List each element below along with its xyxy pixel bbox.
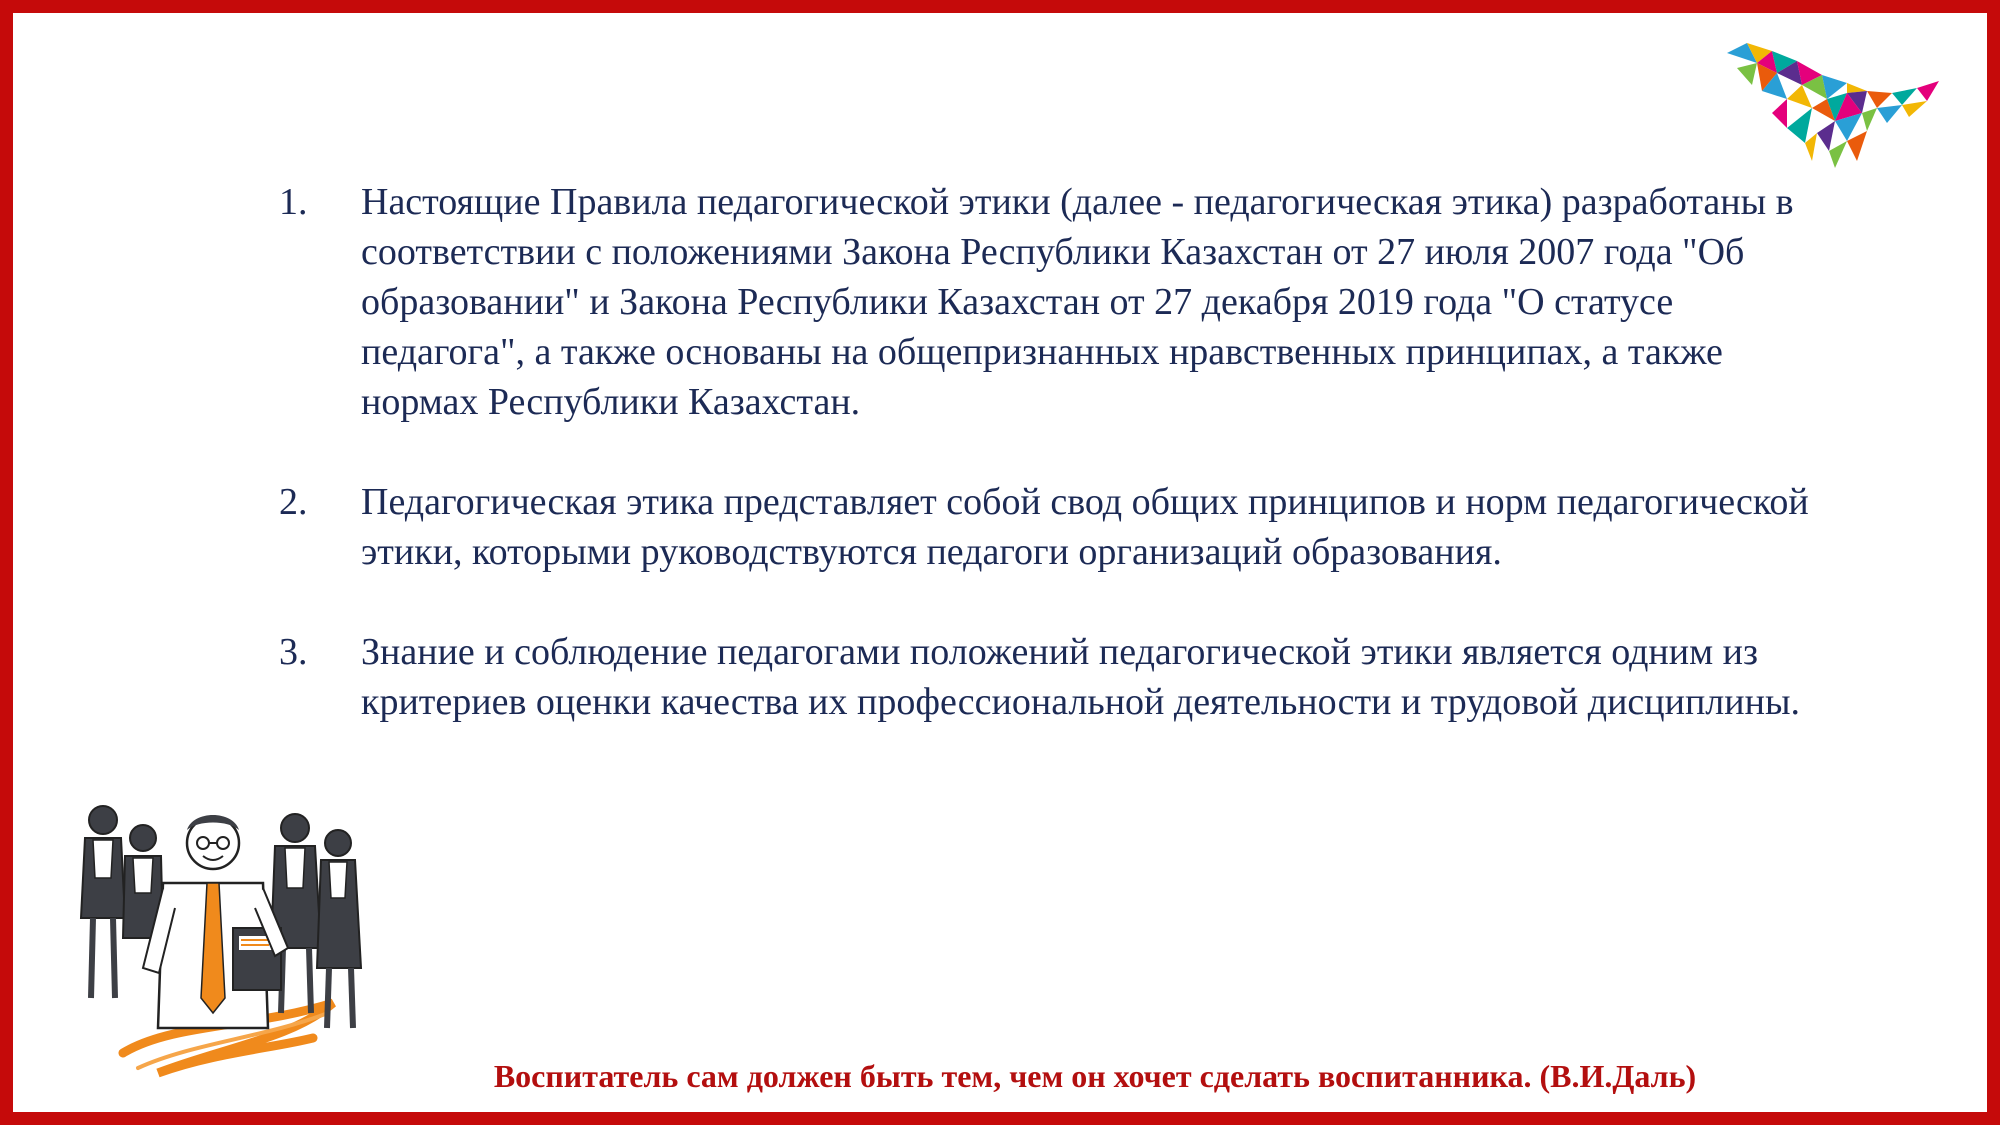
quote-text: Воспитатель сам должен быть тем, чем он хочет сделать воспитанника. (В.И.Даль) [493, 1058, 1697, 1094]
teachers-group-illustration-icon [63, 798, 383, 1098]
list-item-number: 1. [279, 181, 308, 223]
list-item-text: Знание и соблюдение педагогами положений педагогической этики является одним из критериев оценки качества их профессиональной деятельности и трудовой дисциплины. [361, 631, 1800, 723]
mosaic-bird-logo-icon [1717, 33, 1947, 173]
list-item [275, 627, 1815, 727]
list-item-text: Педагогическая этика представляет собой свод общих принципов и норм педагогической этики, которыми руководствуются педагоги организаций образования. [361, 481, 1809, 573]
rules-list [275, 177, 1815, 777]
list-item-number: 2. [279, 481, 308, 523]
list-item-number: 3. [279, 631, 308, 673]
list-item-text: Настоящие Правила педагогической этики (далее - педагогическая этика) разработаны в соответствии с положениями Закона Республики Казахстан от 27 июля 2007 года "Об образовании" и Закона Республики Казахстан от 27 декабря 2019 года "О статусе педагога", а также основаны на общепризнанных нравственных принципах, а также нормах Республики Казахстан. [361, 181, 1794, 423]
list-item [275, 477, 1815, 577]
list-item [275, 177, 1815, 427]
